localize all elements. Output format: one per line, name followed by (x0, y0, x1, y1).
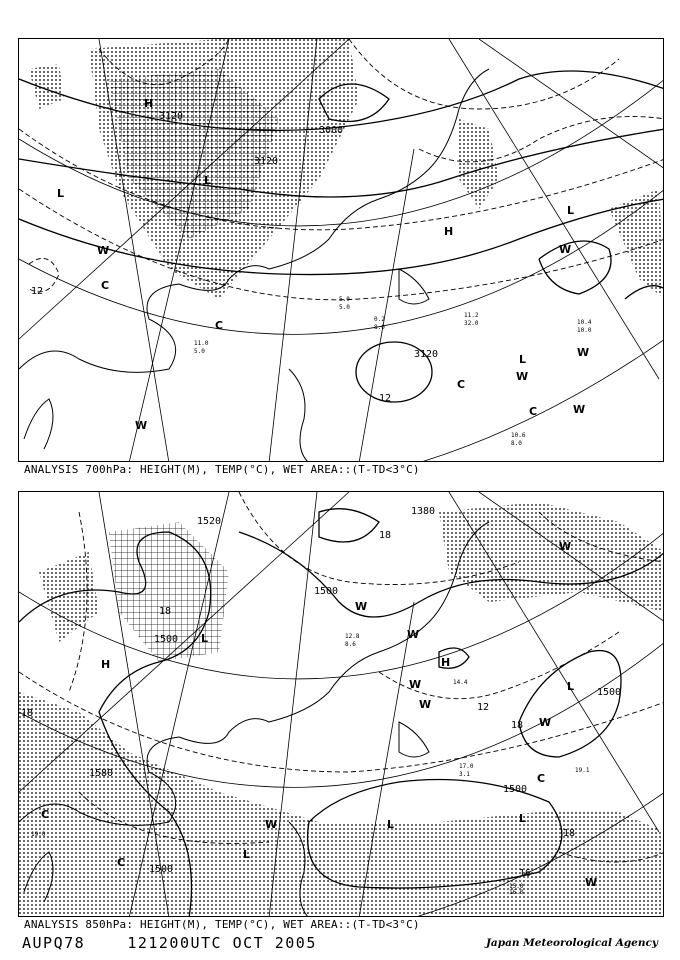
temp-label: 18 (379, 530, 392, 541)
station-plot: 10.4 (577, 319, 592, 326)
thermal-mark: W (573, 403, 586, 416)
station-plot: 16.0 (509, 889, 524, 896)
station-plot: 8.0 (374, 324, 385, 331)
station-plot: 17.0 (459, 763, 474, 770)
station-plot: 5.0 (339, 304, 350, 311)
station-plot: 14.4 (453, 679, 468, 686)
pressure-center: H (444, 225, 454, 238)
valid-time: 121200UTC OCT 2005 (127, 934, 317, 952)
thermal-mark: C (529, 405, 538, 418)
thermal-mark: W (355, 600, 368, 613)
thermal-mark: W (539, 716, 552, 729)
temp-label: 18 (511, 720, 524, 731)
pressure-center: L (519, 812, 527, 825)
thermal-mark: C (117, 856, 126, 869)
agency-credit: Japan Meteorological Agency (485, 937, 658, 949)
thermal-mark: W (265, 818, 278, 831)
thermal-mark: C (215, 319, 224, 332)
caption-850hpa: ANALYSIS 850hPa: HEIGHT(M), TEMP(°C), WET AREA::(T-TD<3°C) (24, 918, 420, 931)
caption-700hpa: ANALYSIS 700hPa: HEIGHT(M), TEMP(°C), WET AREA::(T-TD<3°C) (24, 463, 420, 476)
height-label: 1500 (149, 864, 174, 875)
pressure-center: L (387, 818, 395, 831)
height-label: 3120 (159, 111, 184, 122)
height-label: 3120 (414, 349, 439, 360)
pressure-center: H (144, 97, 154, 110)
temp-label: 12 (31, 286, 44, 297)
thermal-mark: W (409, 678, 422, 691)
station-plot: 10.0 (577, 327, 592, 334)
height-label: 1580 (89, 768, 114, 779)
thermal-mark: W (559, 243, 572, 256)
pressure-center: L (567, 680, 575, 693)
station-plot: 11.0 (194, 340, 209, 347)
thermal-mark: W (559, 540, 572, 553)
thermal-mark: W (419, 698, 432, 711)
pressure-center: H (441, 656, 451, 669)
thermal-mark: W (577, 346, 590, 359)
pressure-center: L (567, 204, 575, 217)
station-plot: 5.0 (194, 348, 205, 355)
pressure-center: L (57, 187, 65, 200)
station-plot: 11.2 (464, 312, 479, 319)
station-plot: 5.0 (339, 296, 350, 303)
height-label: 3000 (319, 125, 344, 136)
station-plot: 8.0 (511, 440, 522, 447)
thermal-mark: W (407, 628, 420, 641)
temp-label: 18 (159, 606, 172, 617)
meridian (479, 39, 664, 169)
temp-label: 12 (477, 702, 490, 713)
station-plot: 10.6 (511, 432, 526, 439)
thermal-mark: C (41, 808, 50, 821)
pressure-center: L (243, 848, 251, 861)
map-850hpa-svg (19, 492, 664, 917)
station-plot: 0.2 (374, 316, 385, 323)
map-panel-850hpa (18, 491, 664, 917)
thermal-mark: W (516, 370, 529, 383)
thermal-mark: W (135, 419, 148, 432)
thermal-mark: C (537, 772, 546, 785)
temp-label: 18 (563, 828, 576, 839)
map-panel-700hpa (18, 38, 664, 462)
chart-code: AUPQ78 (22, 934, 86, 952)
map-700hpa-svg (19, 39, 664, 462)
pressure-center: L (201, 632, 209, 645)
height-label: 3120 (254, 156, 279, 167)
temp-label: 12 (379, 393, 392, 404)
parallel (39, 339, 664, 462)
temp-label: 16 (519, 868, 532, 879)
station-plot: 19.1 (575, 767, 590, 774)
height-label: 1500 (154, 634, 179, 645)
temp-label: 18 (21, 708, 34, 719)
thermal-mark: W (585, 876, 598, 889)
pressure-center: L (204, 174, 212, 187)
chart-identifier (22, 934, 317, 952)
station-plot: 19.0 (31, 831, 46, 838)
station-plot: 8.6 (345, 641, 356, 648)
station-plot: 15.0 (509, 883, 524, 890)
thermal-mark: C (457, 378, 466, 391)
thermal-mark: C (101, 279, 110, 292)
height-label: 1520 (197, 516, 222, 527)
height-label: 1500 (314, 586, 339, 597)
station-plot: 32.0 (464, 320, 479, 327)
station-plot: 12.8 (345, 633, 360, 640)
thermal-mark: W (97, 244, 110, 257)
height-label: 1380 (411, 506, 436, 517)
height-label: 1500 (503, 784, 528, 795)
pressure-center: H (101, 658, 111, 671)
height-label: 1500 (597, 687, 622, 698)
station-plot: 3.1 (459, 771, 470, 778)
pressure-center: L (519, 353, 527, 366)
